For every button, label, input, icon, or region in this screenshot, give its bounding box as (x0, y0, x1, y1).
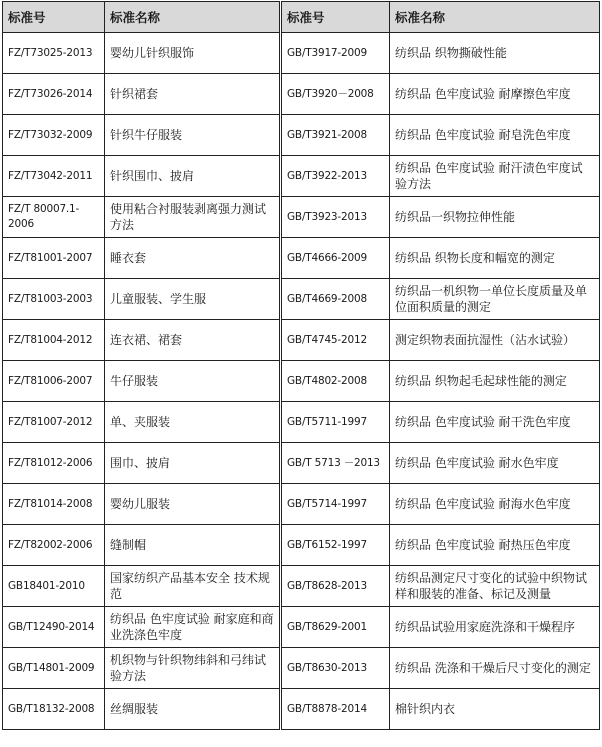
header-row (3, 2, 280, 33)
standard-name: 牛仔服装 (105, 361, 280, 402)
table-row (3, 320, 280, 361)
standard-name: 纺织品 色牢度试验 耐海水色牢度 (390, 484, 600, 525)
standard-code: FZ/T73025-2013 (3, 33, 105, 74)
table-row (3, 33, 280, 74)
standard-name: 纺织品 色牢度试验 耐水色牢度 (390, 443, 600, 484)
standard-name: 针织围巾、披肩 (105, 156, 280, 197)
table-row (3, 74, 280, 115)
standard-code: FZ/T 80007.1-2006 (3, 197, 105, 238)
table-row (3, 443, 280, 484)
standard-code: GB/T12490-2014 (3, 607, 105, 648)
right-table-body (282, 33, 600, 730)
standard-code: FZ/T73032-2009 (3, 115, 105, 156)
table-row (282, 484, 600, 525)
table-row (282, 33, 600, 74)
standard-code: FZ/T73026-2014 (3, 74, 105, 115)
standard-name: 纺织品一织物拉伸性能 (390, 197, 600, 238)
standard-name: 单、夹服装 (105, 402, 280, 443)
standard-code: FZ/T81007-2012 (3, 402, 105, 443)
table-row (282, 197, 600, 238)
standard-name: 婴幼儿针织服饰 (105, 33, 280, 74)
standard-name: 纺织品 织物长度和幅宽的测定 (390, 238, 600, 279)
standard-name: 围巾、披肩 (105, 443, 280, 484)
table-row (3, 566, 280, 607)
standard-name: 针织裙套 (105, 74, 280, 115)
table-row (282, 689, 600, 730)
standard-name: 国家纺织产品基本安全 技术规范 (105, 566, 280, 607)
table-row (282, 279, 600, 320)
standard-name: 睡衣套 (105, 238, 280, 279)
standard-name: 纺织品 色牢度试验 耐热压色牢度 (390, 525, 600, 566)
table-row (282, 648, 600, 689)
standard-code: GB/T4745-2012 (282, 320, 390, 361)
standard-name: 使用粘合衬服装剥离强力测试方法 (105, 197, 280, 238)
header-code: 标准号 (282, 2, 390, 33)
table-row (3, 361, 280, 402)
standard-code: GB/T14801-2009 (3, 648, 105, 689)
table-row (282, 74, 600, 115)
standard-name: 纺织品 织物撕破性能 (390, 33, 600, 74)
standard-code: GB18401-2010 (3, 566, 105, 607)
standard-name: 纺织品 色牢度试验 耐干洗色牢度 (390, 402, 600, 443)
standard-code: FZ/T81001-2007 (3, 238, 105, 279)
standard-code: GB/T3921-2008 (282, 115, 390, 156)
header-code: 标准号 (3, 2, 105, 33)
table-row (3, 156, 280, 197)
table-row (3, 648, 280, 689)
standard-name: 纺织品 色牢度试验 耐摩擦色牢度 (390, 74, 600, 115)
right-table (281, 1, 600, 730)
standard-name: 纺织品测定尺寸变化的试验中织物试样和服装的准备、标记及测量 (390, 566, 600, 607)
standard-code: GB/T4666-2009 (282, 238, 390, 279)
table-row (282, 361, 600, 402)
standard-name: 丝绸服装 (105, 689, 280, 730)
standard-name: 针织牛仔服装 (105, 115, 280, 156)
standard-code: FZ/T81003-2003 (3, 279, 105, 320)
standard-name: 纺织品试验用家庭洗涤和干燥程序 (390, 607, 600, 648)
standard-code: GB/T3922-2013 (282, 156, 390, 197)
table-row (3, 279, 280, 320)
table-row (3, 689, 280, 730)
standard-code: GB/T5714-1997 (282, 484, 390, 525)
standard-name: 棉针织内衣 (390, 689, 600, 730)
standard-code: GB/T5711-1997 (282, 402, 390, 443)
table-row (282, 607, 600, 648)
table-row (3, 607, 280, 648)
standard-code: GB/T4669-2008 (282, 279, 390, 320)
standard-code: GB/T3920－2008 (282, 74, 390, 115)
left-table-body (3, 33, 280, 730)
table-row (3, 238, 280, 279)
standard-code: FZ/T81014-2008 (3, 484, 105, 525)
standard-name: 婴幼儿服装 (105, 484, 280, 525)
standard-code: FZ/T81012-2006 (3, 443, 105, 484)
table-row (282, 238, 600, 279)
standard-name: 缝制帽 (105, 525, 280, 566)
standard-code: FZ/T81004-2012 (3, 320, 105, 361)
table-row (3, 525, 280, 566)
standard-code: FZ/T81006-2007 (3, 361, 105, 402)
table-row (282, 156, 600, 197)
standards-table (2, 1, 599, 746)
standard-name: 纺织品 洗涤和干燥后尺寸变化的测定 (390, 648, 600, 689)
standard-name: 纺织品 色牢度试验 耐皂洗色牢度 (390, 115, 600, 156)
table-row (282, 402, 600, 443)
standard-code: GB/T8630-2013 (282, 648, 390, 689)
standard-name: 机织物与针织物纬斜和弓纬试验方法 (105, 648, 280, 689)
table-row (3, 115, 280, 156)
standard-code: GB/T3917-2009 (282, 33, 390, 74)
header-name: 标准名称 (390, 2, 600, 33)
standard-name: 纺织品 色牢度试验 耐家庭和商业洗涤色牢度 (105, 607, 280, 648)
standard-name: 连衣裙、裙套 (105, 320, 280, 361)
standard-code: GB/T8629-2001 (282, 607, 390, 648)
standard-name: 测定织物表面抗湿性（沾水试验） (390, 320, 600, 361)
standard-code: GB/T8628-2013 (282, 566, 390, 607)
left-table (2, 1, 280, 730)
standard-code: GB/T18132-2008 (3, 689, 105, 730)
standard-code: FZ/T73042-2011 (3, 156, 105, 197)
table-row (282, 566, 600, 607)
table-row (3, 197, 280, 238)
table-row (282, 320, 600, 361)
table-row (282, 115, 600, 156)
table-row (282, 443, 600, 484)
standard-code: GB/T4802-2008 (282, 361, 390, 402)
standard-name: 儿童服装、学生服 (105, 279, 280, 320)
header-name: 标准名称 (105, 2, 280, 33)
table-row (3, 402, 280, 443)
header-row (282, 2, 600, 33)
standard-name: 纺织品一机织物一单位长度质量及单位面积质量的测定 (390, 279, 600, 320)
standard-name: 纺织品 织物起毛起球性能的测定 (390, 361, 600, 402)
standard-code: GB/T3923-2013 (282, 197, 390, 238)
standard-code: GB/T8878-2014 (282, 689, 390, 730)
table-row (3, 484, 280, 525)
standard-code: GB/T 5713 －2013 (282, 443, 390, 484)
table-row (282, 525, 600, 566)
standard-code: GB/T6152-1997 (282, 525, 390, 566)
standard-code: FZ/T82002-2006 (3, 525, 105, 566)
standard-name: 纺织品 色牢度试验 耐汗渍色牢度试验方法 (390, 156, 600, 197)
